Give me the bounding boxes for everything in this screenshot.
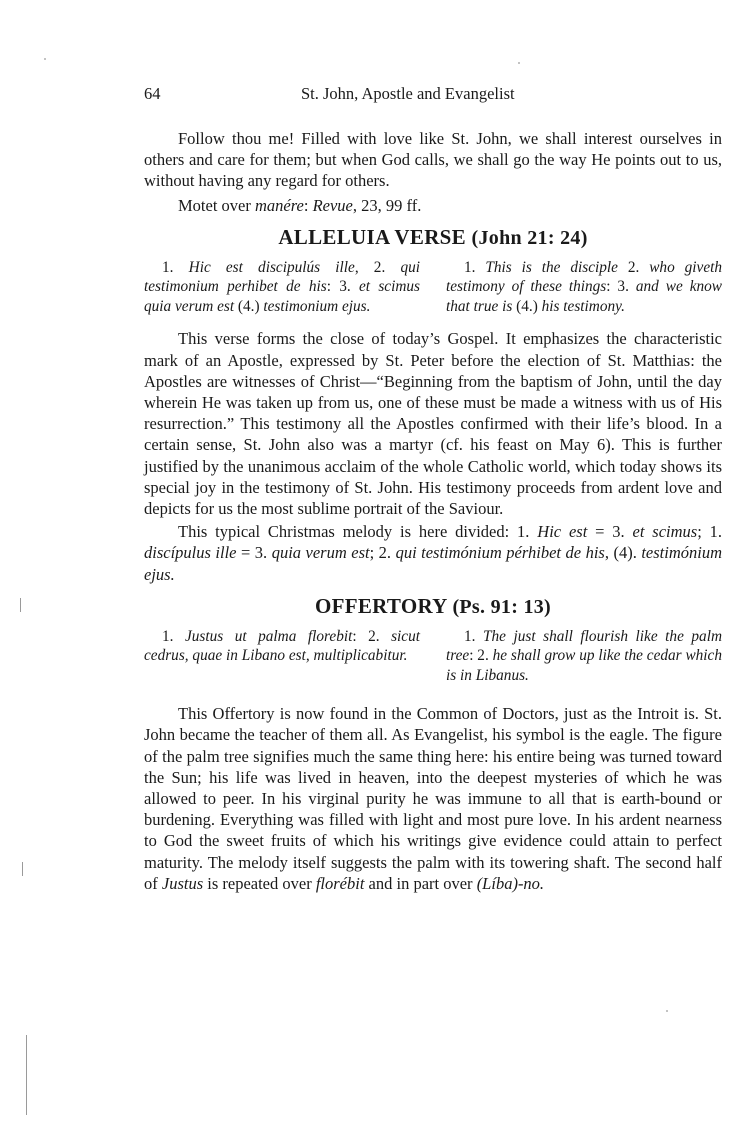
melody-text-run: This typical Christmas melody is here divided: 1. — [178, 522, 538, 542]
alleluia-heading — [144, 225, 722, 250]
latin-verse-phrase: testimonium ejus. — [263, 297, 371, 315]
english-verse-phrase: The just shall flourish like the palm tree — [446, 627, 722, 665]
commentary-text-run: (Líba)-no. — [476, 873, 545, 893]
melody-text-run: et scimus — [632, 522, 698, 542]
english-verse-number: 1. — [464, 627, 484, 645]
offertory-reference: (Ps. 91: 13) — [452, 595, 552, 618]
latin-verse-number: , 2. — [354, 258, 401, 276]
offertory-title: OFFERTORY — [314, 593, 447, 618]
commentary-text-run: Justus — [161, 873, 204, 893]
scan-margin-line — [22, 862, 23, 876]
offertory-latin-text — [144, 627, 420, 666]
melody-text-run: quia verum est — [271, 543, 370, 563]
english-verse-number: (4.) — [512, 297, 542, 315]
alleluia-melody-division — [144, 521, 722, 585]
offertory-commentary — [144, 703, 722, 894]
commentary-text-run: This Offertory is now found in the Common of Doctors, just as the Introit is. St. John became the teacher of them all. As Evangelist, his symbol is the eagle. The figure of the palm tree signifies much the same thing here: his entire being was turned toward the Sun; his life was lived in heaven, into the deepest mysteries of which he was allowed to peer. In his virginal purity he was immune to all that is earth-bound or burdening. Everything was filled with light and most pure love. In his ardent nearness to God the sweet fruits of which his writings give evidence could attain to perfect maturity. The melody itself suggests the palm with its towering shaft. The second half of — [144, 704, 722, 893]
motet-line — [144, 195, 722, 216]
english-verse-number: : 3. — [606, 278, 636, 296]
scan-speck — [44, 58, 46, 60]
melody-text-run: , (4). — [604, 543, 642, 563]
latin-verse-number: 1. — [162, 627, 185, 645]
english-verse-phrase: he shall grow up like the cedar which is in Libanus. — [446, 647, 722, 684]
english-verse-phrase: This is the disciple — [485, 258, 618, 276]
scan-margin-line — [26, 1035, 27, 1115]
latin-verse-phrase: Justus ut palma florebit — [184, 627, 353, 645]
book-page — [144, 84, 722, 894]
commentary-text-run: is repeated over — [203, 873, 316, 893]
latin-verse-number: : 3. — [326, 278, 360, 296]
melody-text-run: ; 1. — [697, 522, 722, 542]
melody-text-run: testimónium ejus. — [144, 543, 722, 584]
motet-word: manére — [254, 195, 304, 215]
offertory-english-text — [446, 627, 722, 686]
latin-verse-phrase: sicut cedrus, quae in Libano est, multiplicabitur. — [144, 627, 421, 665]
latin-verse-number: (4.) — [234, 297, 264, 315]
intro-paragraph: Follow thou me! Filled with love like St. John, we shall interest ourselves in others and care for them; but when God calls, we shall go the way He points out to us, without having any regard for others. — [144, 129, 722, 191]
offertory-english-column — [446, 627, 722, 686]
motet-ref: , 23, 99 ff. — [352, 195, 422, 215]
latin-verse-phrase: et scimus quia verum est — [144, 278, 420, 315]
melody-text-run: Hic est — [537, 522, 588, 542]
alleluia-text-columns — [144, 258, 722, 317]
latin-verse-number: : 2. — [352, 627, 392, 645]
motet-prefix: Motet over — [178, 195, 255, 215]
page-number: 64 — [144, 84, 161, 103]
alleluia-english-column — [446, 258, 722, 317]
alleluia-reference: (John 21: 24) — [471, 226, 588, 249]
alleluia-commentary: This verse forms the close of today’s Gospel. It emphasizes the characteristic mark of an Apostle, expressed by St. Peter before the election of St. Matthias: the Apostles are witnesses of Christ—“Beginning from the baptism of John, until the day wherein He was taken up from us, one of these must be made a witness with us of His resurrection.” This testimony all the Apostles confirmed with their life’s blood. In a certain sense, St. John also was a martyr (cf. his feast on May 6). This is further justified by the unanimous acclaim of the whole Catholic world, which today shows its special joy in the testimony of St. John. His testimony proceeds from ardent love and depicts for us the most sublime portrait of the Saviour. — [144, 329, 722, 518]
commentary-text-run: and in part over — [364, 873, 477, 893]
commentary-text-run: florébit — [315, 873, 365, 893]
offertory-heading — [144, 594, 722, 619]
scan-speck — [518, 62, 520, 64]
melody-text-run: qui testimónium pérhibet de his — [395, 543, 605, 563]
latin-verse-number: 1. — [162, 258, 189, 276]
melody-text-run: = 3. — [236, 543, 272, 563]
english-verse-phrase: and we know that true is — [446, 278, 722, 315]
running-head — [144, 84, 722, 106]
alleluia-title: ALLELUIA VERSE — [278, 224, 466, 249]
english-verse-number: 1. — [464, 258, 486, 276]
running-title: St. John, Apostle and Evangelist — [301, 84, 515, 103]
melody-text-run: = 3. — [587, 522, 633, 542]
english-verse-phrase: who giveth testimony of these things — [446, 258, 723, 296]
scan-margin-line — [20, 598, 21, 612]
latin-verse-phrase: Hic est discipulús ille — [188, 258, 355, 276]
motet-colon: : — [303, 195, 313, 215]
english-verse-number: 2. — [617, 258, 650, 276]
motet-source: Revue — [312, 195, 353, 215]
offertory-text-columns — [144, 627, 722, 686]
alleluia-latin-text — [144, 258, 420, 317]
melody-text-run: discípulus ille — [144, 543, 237, 563]
english-verse-number: : 2. — [469, 647, 493, 665]
english-verse-phrase: his testimony. — [541, 297, 625, 315]
melody-text-run: ; 2. — [369, 543, 396, 563]
latin-verse-phrase: qui testimonium perhibet de his — [144, 258, 420, 296]
offertory-latin-column — [144, 627, 420, 686]
scan-speck — [666, 1010, 668, 1012]
alleluia-english-text — [446, 258, 722, 317]
alleluia-latin-column — [144, 258, 420, 317]
